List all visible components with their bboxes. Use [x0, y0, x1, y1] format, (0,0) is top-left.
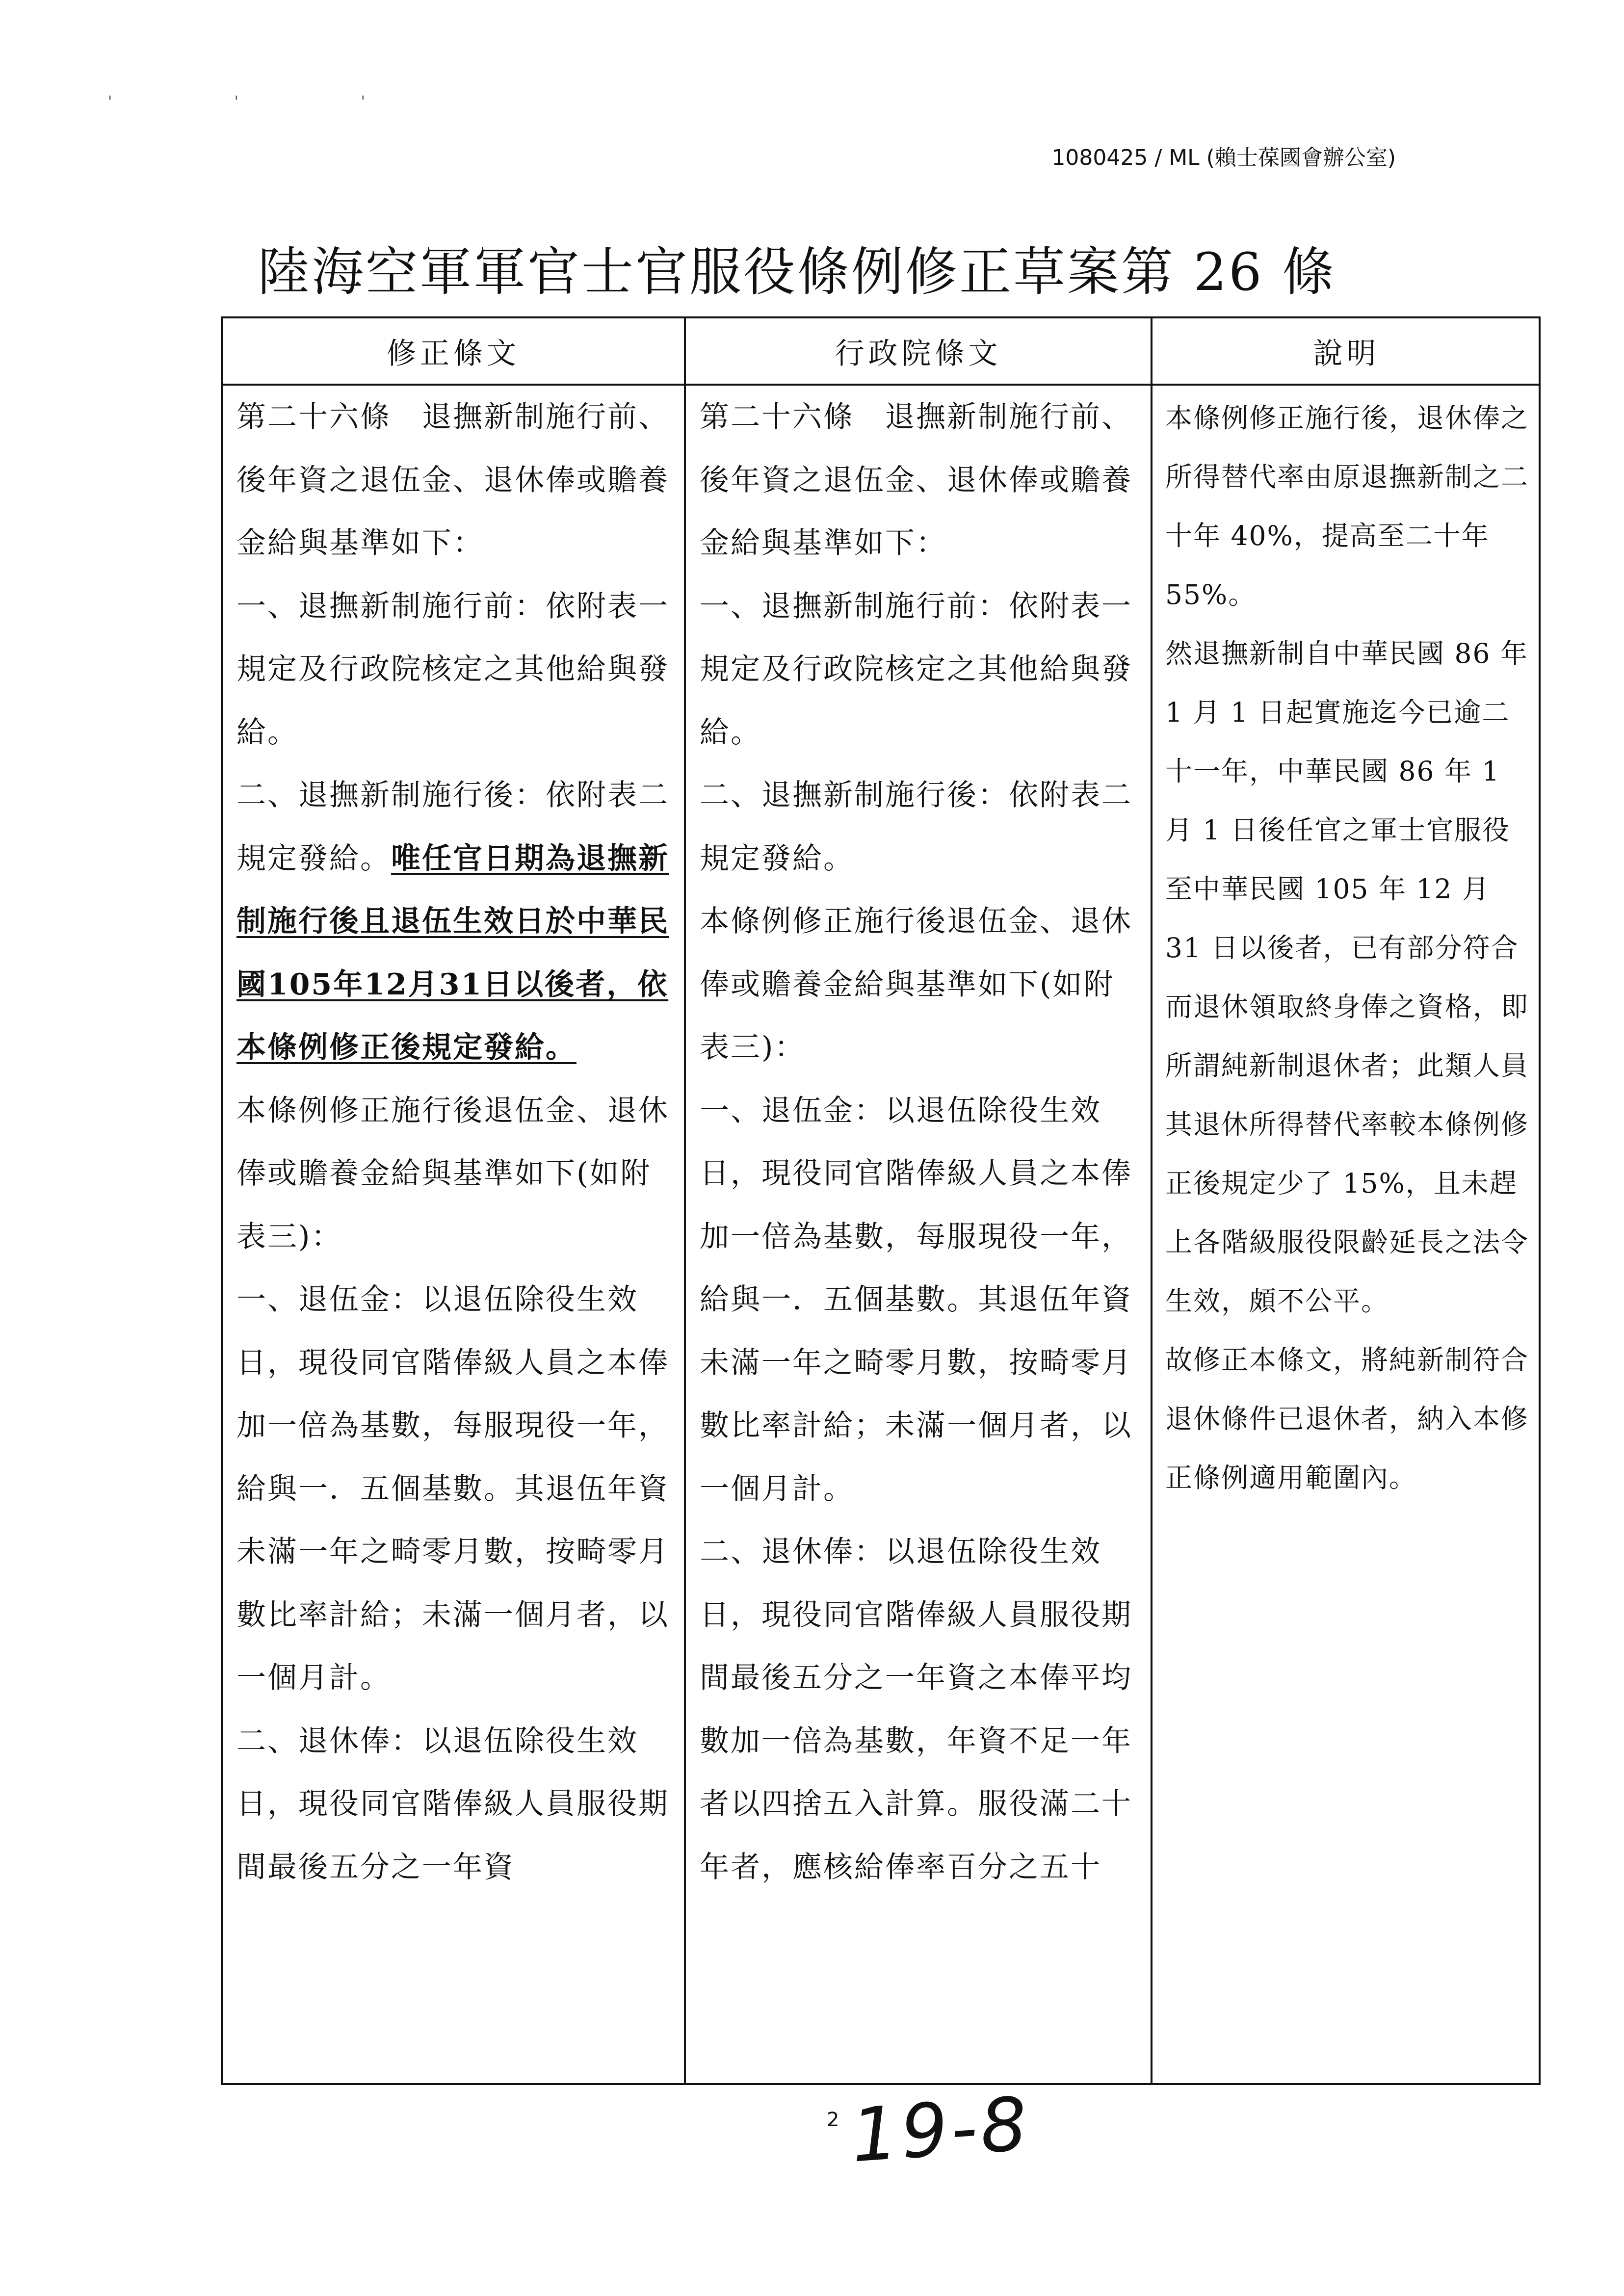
- ey-sub-2: 二、退休俸：以退伍除役生效日，現役同官階俸級人員服役期間最後五分之一年資之本俸平均數加一倍為基數，年資不足一年者以四捨五入計算。服役滿二十年者，應核給俸率百分之五十: [700, 1535, 1132, 1884]
- handwritten-page-mark: 19-8: [848, 2081, 1033, 2179]
- ey-intro: 第二十六條 退撫新制施行前、後年資之退伍金、退休俸或贍養金給與基準如下：: [700, 400, 1132, 560]
- amended-sub-2: 二、退休俸：以退伍除役生效日，現役同官階俸級人員服役期間最後五分之一年資: [236, 1723, 669, 1884]
- header-amended-text: 修正條文: [387, 336, 520, 371]
- amended-paragraph-2: 本條例修正施行後退伍金、退休俸或贍養金給與基準如下(如附表三)：: [236, 1093, 669, 1254]
- amended-sub-1: 一、退伍金：以退伍除役生效日，現役同官階俸級人員之本俸加一倍為基數，每服現役一年，給與一．五個基數。其退伍年資未滿一年之畸零月數，按畸零月數比率計給；未滿一個月者，以一個月計。: [236, 1282, 669, 1695]
- amended-intro: 第二十六條 退撫新制施行前、後年資之退伍金、退休俸或贍養金給與基準如下：: [236, 400, 669, 560]
- header-note: 1080425 / ML (賴士葆國會辦公室): [1051, 145, 1396, 170]
- scan-specks: ' ' ': [108, 93, 424, 110]
- explanation-paragraph-3: 故修正本條文，將純新制符合退休條件已退休者，納入本修正條例適用範圍內。: [1165, 1344, 1529, 1493]
- document-title: 陸海空軍軍官士官服役條例修正草案第 26 條: [258, 242, 1336, 302]
- explanation-column: [1153, 386, 1541, 2083]
- amended-item-2-emphasis: 唯任官日期為退撫新制施行後且退伍生效日於中華民國105年12月31日以後者，依本條例修正後規定發給。: [236, 841, 669, 1065]
- amended-text-column: [223, 386, 684, 2083]
- amended-item-1: 一、退撫新制施行前：依附表一規定及行政院核定之其他給與發給。: [236, 589, 669, 750]
- explanation-paragraph-1: 本條例修正施行後，退休俸之所得替代率由原退撫新制之二十年 40%，提高至二十年 55%。: [1165, 402, 1529, 610]
- explanation-paragraph-2: 然退撫新制自中華民國 86 年 1 月 1 日起實施迄今已逾二十一年，中華民國 86 年 1 月 1 日後任官之軍士官服役至中華民國 105 年 12 月 31 日以後者，已有部分符合而退休領取終身俸之資格，即所謂純新制退休者；此類人員其退休所得替代率較本條例修正後規定少了 15%，且未趕上各階級服役限齡延長之法令生效，頗不公平。: [1165, 638, 1529, 1317]
- amended-item-2: [236, 764, 675, 1079]
- amended-item-2-text: 二、退撫新制施行後：依附表二規定發給。: [236, 778, 669, 876]
- page-number: 2: [827, 2109, 839, 2131]
- ey-sub-1: 一、退伍金：以退伍除役生效日，現役同官階俸級人員之本俸加一倍為基數，每服現役一年，給與一．五個基數。其退伍年資未滿一年之畸零月數，按畸零月數比率計給；未滿一個月者，以一個月計。: [700, 1093, 1132, 1506]
- comparison-table: [221, 316, 1541, 2085]
- executive-yuan-column: [686, 386, 1151, 2083]
- header-explanation: 說明: [1313, 336, 1380, 371]
- header-executive-yuan-text: 行政院條文: [835, 336, 1002, 371]
- ey-item-1: 一、退撫新制施行前：依附表一規定及行政院核定之其他給與發給。: [700, 589, 1132, 750]
- ey-paragraph-2: 本條例修正施行後退伍金、退休俸或贍養金給與基準如下(如附表三)：: [700, 904, 1132, 1065]
- ey-item-2: 二、退撫新制施行後：依附表二規定發給。: [700, 778, 1132, 876]
